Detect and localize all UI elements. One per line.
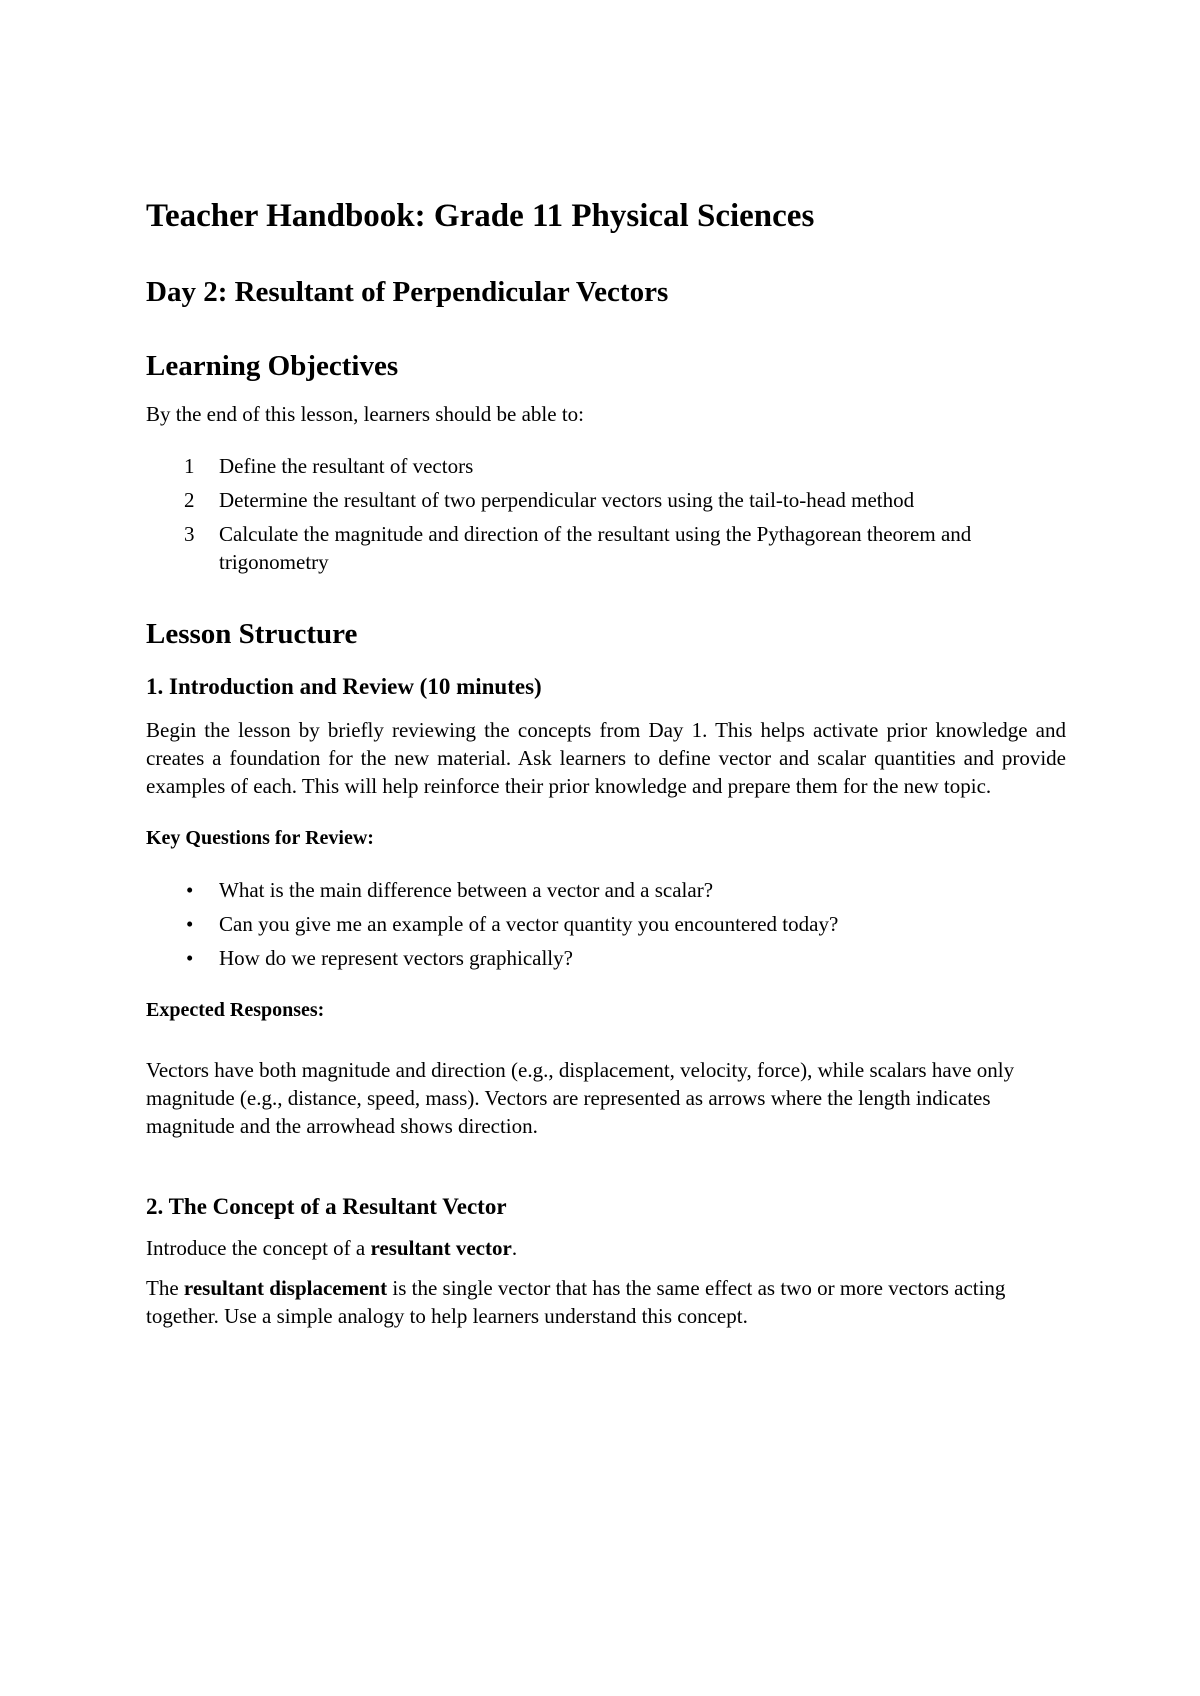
list-number: 3 (184, 522, 195, 546)
bullet-icon: • (186, 878, 194, 902)
introduction-review-heading: 1. Introduction and Review (10 minutes) (146, 674, 542, 699)
expected-responses-text: Vectors have both magnitude and direction (e.g., displacement, velocity, force), while scalars have only magnitude (e.g., distance, speed, mass). Vectors are represented as arrows where the length indicates magnitude and the arrowhead shows direction. (146, 1058, 1015, 1138)
expected-responses-label: Expected Responses: (146, 999, 325, 1021)
bullet-icon: • (186, 946, 194, 970)
list-number: 2 (184, 488, 195, 512)
objectives-list (146, 452, 1066, 576)
introduction-paragraph: Begin the lesson by briefly reviewing the concepts from Day 1. This helps activate prior knowledge and creates a foundation for the new material. Ask learners to define vector and scalar quantities and provide examples of each. This will help reinforce their prior knowledge and prepare them for the new topic. (146, 718, 1066, 798)
list-item (146, 910, 1066, 938)
resultant-intro-paragraph (146, 1234, 1066, 1262)
day-title: Day 2: Resultant of Perpendicular Vectors (146, 276, 669, 308)
lesson-structure-heading: Lesson Structure (146, 618, 358, 650)
key-questions-label: Key Questions for Review: (146, 827, 374, 849)
list-item (146, 944, 1066, 972)
learning-objectives-heading: Learning Objectives (146, 350, 399, 382)
text-run: is the single vector that has the same effect as two or more vectors acting together. Use a simple analogy to help learners understand this concept. (146, 1276, 1006, 1328)
bold-term-resultant-vector: resultant vector (370, 1236, 512, 1260)
resultant-concept-heading: 2. The Concept of a Resultant Vector (146, 1194, 507, 1219)
list-item (146, 486, 1066, 514)
document-page (146, 196, 1066, 1330)
objectives-intro: By the end of this lesson, learners should be able to: (146, 402, 584, 426)
document-title: Teacher Handbook: Grade 11 Physical Sciences (146, 198, 815, 234)
bold-term-resultant-displacement: resultant displacement (183, 1276, 388, 1300)
text-run: Introduce the concept of a (146, 1236, 371, 1260)
list-item-text: What is the main difference between a vector and a scalar? (219, 878, 714, 902)
list-item-text: Can you give me an example of a vector quantity you encountered today? (219, 912, 839, 936)
list-item (146, 520, 1066, 576)
bullet-icon: • (186, 912, 194, 936)
list-item (146, 876, 1066, 904)
text-run: . (511, 1236, 518, 1260)
list-item-text: Define the resultant of vectors (219, 454, 474, 478)
text-run: The (146, 1276, 184, 1300)
review-questions-list (146, 876, 1066, 972)
list-item-text: How do we represent vectors graphically? (219, 946, 573, 970)
list-item-text: Calculate the magnitude and direction of the resultant using the Pythagorean theorem and trigonometry (219, 522, 972, 574)
list-item (146, 452, 1066, 480)
resultant-definition-paragraph (146, 1274, 1066, 1330)
list-item-text: Determine the resultant of two perpendicular vectors using the tail-to-head method (219, 488, 915, 512)
list-number: 1 (184, 454, 195, 478)
